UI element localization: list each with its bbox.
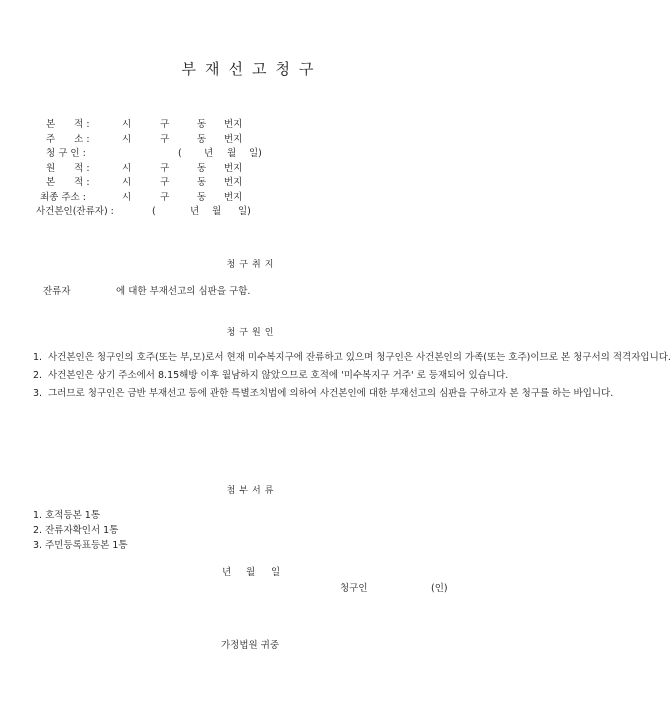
info-col-4: 번지 [224, 162, 243, 174]
info-col-3: 월 [227, 148, 237, 159]
info-col-1: 시 [122, 162, 132, 174]
info-col-2: 구 [160, 133, 170, 145]
attachments-heading: 첨부서류 [226, 486, 278, 496]
info-row [0, 205, 504, 220]
info-row [0, 118, 504, 133]
info-col-4: 번지 [224, 191, 243, 203]
info-col-1: 시 [122, 119, 132, 130]
info-col-4: 번지 [224, 177, 243, 188]
info-row [0, 147, 504, 162]
list-item: 1. 호적등본 1통 [33, 510, 101, 521]
court-addressee: 가정법원 귀중 [221, 640, 280, 651]
info-col-4: 번지 [224, 119, 243, 130]
info-col-1: 시 [122, 177, 132, 188]
info-col-3: 동 [197, 133, 207, 145]
list-item [33, 368, 509, 383]
info-row [0, 176, 504, 191]
info-col-4: 일) [238, 206, 251, 217]
purpose-heading: 청구취지 [226, 260, 278, 270]
info-col-1: ( [152, 206, 156, 217]
list-item: 3. 주민등록표등본 1통 [33, 540, 128, 551]
info-col-4: 일) [249, 148, 262, 159]
info-col-2: 구 [160, 191, 170, 203]
info-col-2: 년 [190, 206, 200, 217]
info-col-2: 구 [160, 177, 170, 188]
info-col-4: 번지 [224, 133, 243, 145]
info-col-3: 동 [197, 177, 207, 188]
attachment-list [33, 508, 128, 553]
document-title: 부재선고청구 [181, 60, 323, 78]
info-col-1: 시 [122, 133, 132, 145]
info-col-1: ( [178, 148, 182, 159]
info-label: 본 적 : [46, 119, 90, 130]
list-item [33, 386, 614, 401]
info-col-3: 동 [197, 162, 207, 174]
date-day: 일 [271, 567, 281, 578]
info-col-3: 월 [212, 206, 222, 217]
reason-text: 그러므로 청구인은 금반 부재선고 등에 관한 특별조치법에 의하여 사건본인에 대한 부재선고의 심판을 구하고자 본 청구를 하는 바입니다. [48, 388, 614, 399]
reason-text: 사건본인은 상기 주소에서 8.15해방 이후 월남하지 않았으므로 호적에 '미수복지구 거주' 로 등재되어 있습니다. [48, 370, 509, 381]
reason-number: 1. [33, 352, 43, 363]
info-label: 원 적 : [46, 162, 90, 174]
info-label: 주 소 : [46, 133, 90, 145]
info-row [0, 162, 504, 177]
info-label: 본 적 : [46, 177, 90, 188]
info-label: 청 구 인 : [46, 148, 86, 159]
info-col-3: 동 [197, 119, 207, 130]
info-col-1: 시 [122, 191, 132, 203]
info-col-3: 동 [197, 191, 207, 203]
info-col-2: 구 [160, 119, 170, 130]
info-row [0, 133, 504, 148]
reason-text: 사건본인은 청구인의 호주(또는 부,모)로서 현재 미수복지구에 잔류하고 있으며 청구인은 사건본인의 가족(또는 호주)이므로 본 청구서의 적격자입니다. [48, 352, 671, 363]
date-year: 년 [222, 567, 232, 578]
info-label: 최종 주소 : [40, 191, 86, 203]
purpose-subject: 잔류자 [43, 286, 71, 297]
list-item [33, 350, 671, 365]
claimant-label: 청구인 [340, 583, 368, 594]
info-row [0, 191, 504, 206]
reason-list [33, 350, 671, 404]
reason-heading: 청구원인 [226, 328, 278, 338]
reason-number: 2. [33, 370, 43, 381]
info-block [0, 118, 504, 220]
purpose-text: 에 대한 부재선고의 심판을 구함. [116, 286, 251, 297]
info-col-2: 년 [204, 148, 214, 159]
list-item: 2. 잔류자확인서 1통 [33, 525, 119, 536]
info-col-2: 구 [160, 162, 170, 174]
date-month: 월 [246, 567, 256, 578]
info-label: 사건본인(잔류자) : [36, 206, 114, 217]
seal-label: (인) [431, 583, 448, 594]
reason-number: 3. [33, 388, 43, 399]
